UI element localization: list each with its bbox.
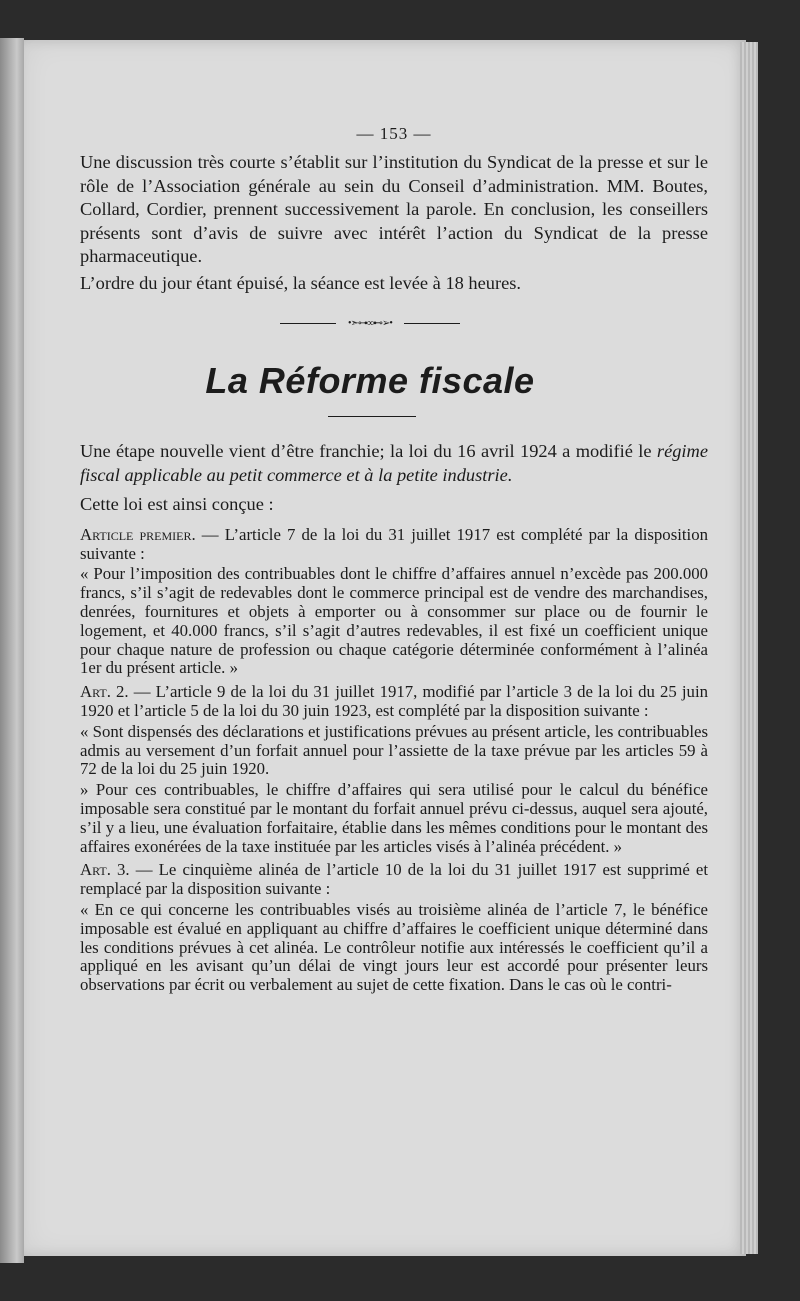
left-page-edge [0, 38, 24, 1263]
title-underline [328, 416, 416, 418]
reform-intro-text: Une étape nouvelle vient d’être franchie; la loi du 16 avril 1924 a modifié le [80, 441, 657, 462]
article-3-quote: « En ce qui concerne les contribuables visés au troisième alinéa de l’article 7, le bénéfice imposable est évalué en appliquant au chiffre d’affaires le coefficient unique déterminé dans les conditions prévues à cet alinéa. Le contrôleur notifie aux intéressés le coefficient qu’il a appliqué en les avisant qu’un délai de vingt jours leur est accordé pour présenter leurs observations par écrit ou verbalement au sujet de cette fixation. Dans le cas où le contri- [80, 900, 708, 995]
page-content [80, 40, 708, 995]
section-title: La Réforme fiscale [205, 359, 535, 401]
page-stack-edge [740, 42, 758, 1254]
article-1-text: — L’article 7 de la loi du 31 juillet 1917 est complété par la disposition suivante : [80, 524, 708, 563]
article-3-heading: Art. 3. [80, 860, 130, 880]
article-2-text: — L’article 9 de la loi du 31 juillet 1917, modifié par l’article 3 de la loi du 25 juin 1920 et l’article 5 de la loi du 30 juin 1923, est complété par la disposition suivante : [80, 682, 708, 721]
article-2 [80, 683, 708, 721]
reform-intro [80, 439, 708, 488]
article-2-quote-continued: » Pour ces contribuables, le chiffre d’affaires qui sera utilisé pour le calcul du bénéfice imposable sera constitué par le montant du forfait annuel prévu ci-dessus, auquel sera ajouté, s’il y a lieu, une évaluation forfaitaire, établie dans les mêmes conditions pour le montant des affaires exonérées de la taxe instituée par les articles visés à l’alinéa précédent. » [80, 780, 708, 856]
intro-paragraph-2: L’ordre du jour étant épuisé, la séance est levée à 18 heures. [80, 272, 522, 293]
article-2-heading: Art. 2. [80, 682, 129, 702]
ornament-glyph: •➣⊶∞⊷➢• [336, 318, 404, 330]
reform-intro-2: Cette loi est ainsi conçue : [80, 493, 274, 514]
article-1-quote: « Pour l’imposition des contribuables dont le chiffre d’affaires annuel n’excède pas 200.000 francs, s’il s’agit de redevables dont le commerce principal est de vendre des marchandises, denrées, fournitures et objets à emporter ou à consommer sur place ou de fournir le logement, et 40.000 francs, s’il s’agit d’autres redevables, il est fixé un coefficient unique pour chaque nature de profession ou chaque catégorie déterminée conformément à l’alinéa 1er du présent article. » [80, 564, 708, 678]
intro-paragraph-1: Une discussion très courte s’établit sur l’institution du Syndicat de la presse et sur le rôle de l’Association générale au sein du Conseil d’administration. MM. Boutes, Collard, Cordier, prennent successivement la parole. En conclusion, les conseillers présents sont d’avis de suivre avec intérêt l’action du Syndicat de la presse pharmaceutique. [80, 152, 708, 267]
ornament-divider [280, 318, 460, 330]
article-2-quote: « Sont dispensés des déclarations et justifications prévues au présent article, les contribuables admis au versement d’un forfait annuel pour l’assiette de la taxe prévue par les articles 59 à 72 de la loi du 25 juin 1920. [80, 721, 708, 779]
article-1 [80, 526, 708, 564]
article-1-heading: Article premier. [80, 524, 196, 544]
article-3 [80, 861, 708, 899]
intro-section [80, 151, 708, 296]
law-text [80, 526, 708, 995]
page-number: — 153 — [356, 124, 432, 143]
reform-intro-italic: régime fiscal applicable au petit commerce et à la petite industrie. [80, 441, 708, 486]
article-3-text: — Le cinquième alinéa de l’article 10 de la loi du 31 juillet 1917 est supprimé et remplacé par la disposition suivante : [80, 860, 708, 899]
